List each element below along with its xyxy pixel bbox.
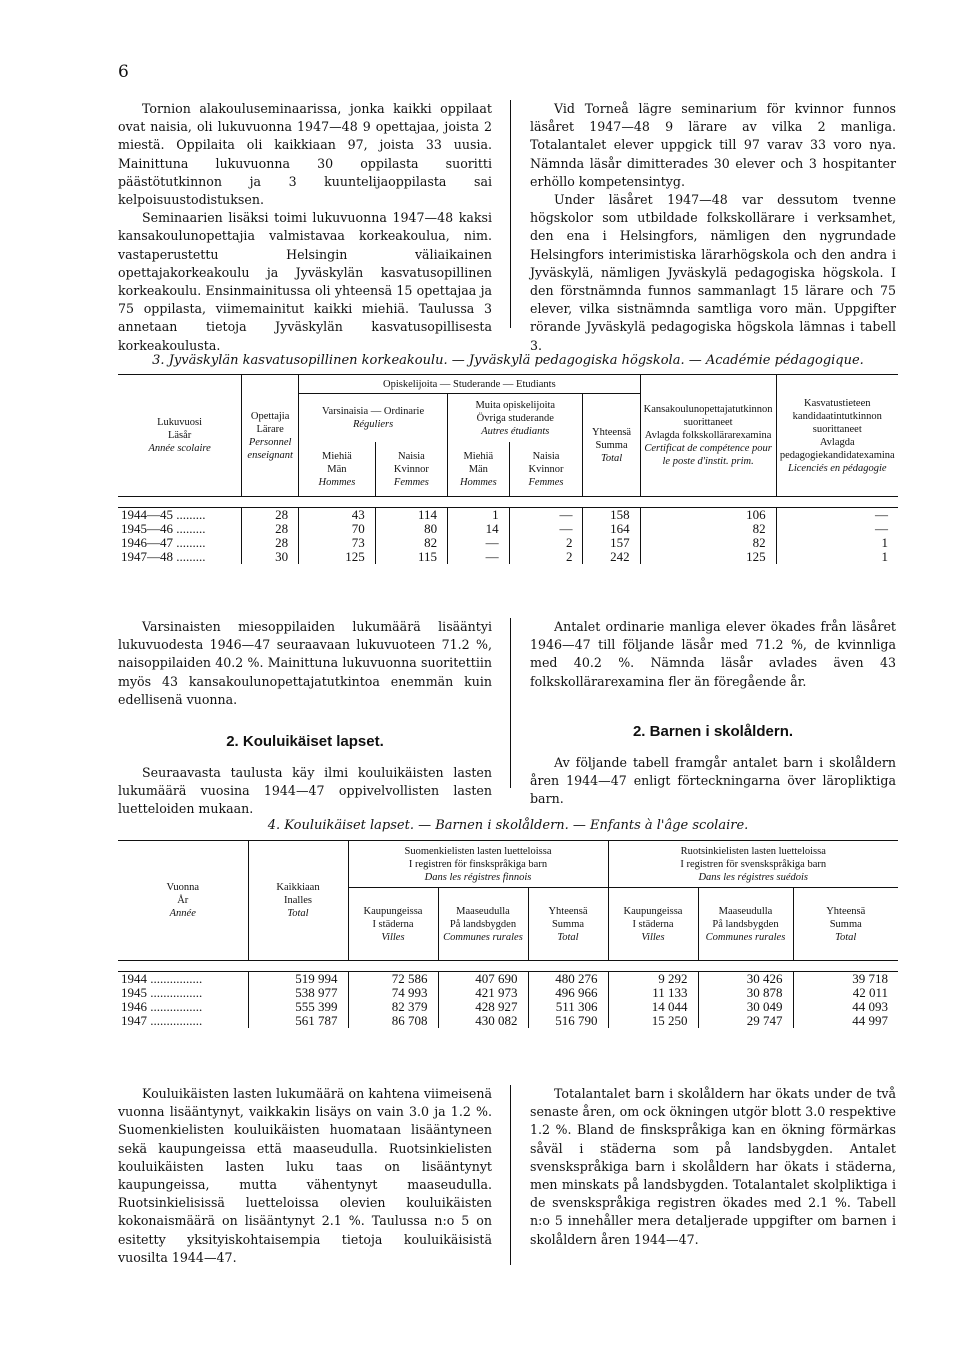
h-exam-fi: Kansakoulunopettajatutkinnon suorittaneet <box>643 404 773 428</box>
h-other-sv: Övriga studerande <box>476 412 554 424</box>
cell-year: 1944—45 ......... <box>118 508 242 523</box>
cell-oth-men: — <box>448 536 510 550</box>
h-reg-women-sv: Kvinnor <box>393 463 429 475</box>
h-oth-women-sv: Kvinnor <box>528 463 564 475</box>
cell-s-rural: 30 049 <box>698 1000 793 1014</box>
h-teachers-sv: Lärare <box>256 423 284 435</box>
section-heading-fi: 2. Kouluikäiset lapset. <box>226 733 384 751</box>
table-4 <box>118 840 898 1028</box>
cell-reg-women: 80 <box>375 522 447 536</box>
col-header-regular <box>299 394 448 443</box>
h-oth-women-fr: Femmes <box>528 476 564 488</box>
paragraph-fi-3 <box>118 618 492 709</box>
cell-s-rural: 29 747 <box>698 1014 793 1028</box>
cell-year: 1945—46 ......... <box>118 522 242 536</box>
paragraph-fi-1-text: Tornion alakouluseminaarissa, jonka kaikki oppilaat ovat naisia, oli lukuvuonna 1947—48 9 opettajaa, joista 2 miestä. Oppilaita oli kaikkiaan 97, joista 33 uusia. Mainittuna lukuvuonna 30 oppilasta suoritti päästötutkinnon ja 3 kuuntelijaoppilasta sai kelpoisuustodistuksen. <box>118 101 492 208</box>
t4-h-s-rural-sv: På landsbygden <box>712 918 779 930</box>
cell-exam: 125 <box>640 550 776 564</box>
col-header-cand <box>776 375 898 497</box>
h-cand-fr: Licenciés en pédagogie <box>788 462 887 474</box>
t4-h-f-city-fi: Kaupungeissa <box>363 905 423 917</box>
cell-s-rural: 30 878 <box>698 986 793 1000</box>
cell-s-rural: 30 426 <box>698 972 793 987</box>
t4-col-header-year <box>118 841 248 961</box>
h-reg-men-fi: Miehiä <box>322 450 352 462</box>
cell-exam: 82 <box>640 536 776 550</box>
h-year-fr: Année scolaire <box>148 443 211 454</box>
table-row <box>118 972 898 987</box>
table-4-caption: 4. Kouluikäiset lapset. — Barnen i skolåldern. — Enfants à l'âge scolaire. <box>267 818 749 833</box>
paragraph-fi-5 <box>118 1085 492 1267</box>
cell-cand: — <box>875 521 888 536</box>
cell-oth-women: 2 <box>509 550 583 564</box>
page-number: 6 <box>118 62 129 82</box>
cell-f-city: 74 993 <box>348 986 438 1000</box>
paragraph-sv-5-text: Totalantalet barn i skolåldern har ökats under de två senaste åren, om ock ökningen utgör blott 3.0 respektive 1.2 %. Bland de finskspråkiga kan en ökning förmärkas såväl i städerna som på landsbygden. Antalet svenskspråkiga barn i skolåldern har ökats i städerna, men minskats på landsbygden. Totalantalet skolpliktiga i de svenskspråkiga registren ökades med 2.1 %. Tabell n:o 5 innehåller mera detaljerade uppgifter om barnen i skolåldern åren 1944—47. <box>530 1086 896 1247</box>
t4-h-total-fr: Total <box>287 908 309 919</box>
column-divider <box>510 1085 511 1265</box>
finnish-column-bottom <box>118 1085 492 1267</box>
cell-reg-men: 43 <box>299 508 376 523</box>
h-year-fi: Lukuvuosi <box>157 417 203 428</box>
cell-year: 1946—47 ......... <box>118 536 242 550</box>
t4-h-f-sum-fr: Total <box>557 931 579 943</box>
h-reg-men-sv: Män <box>327 463 347 475</box>
t4-h-f-rural-fi: Maaseudulla <box>456 905 510 917</box>
paragraph-sv-3 <box>530 618 896 691</box>
cell-total: 519 994 <box>248 972 348 987</box>
swedish-column-top <box>530 100 896 355</box>
t4-h-fin-fi: Suomenkielisten lasten luetteloissa <box>404 845 552 857</box>
cell-cand: — <box>875 507 888 522</box>
t4-h-s-city-fi: Kaupungeissa <box>623 905 683 917</box>
cell-reg-men: 70 <box>299 522 376 536</box>
t4-h-year-sv: År <box>177 895 189 906</box>
paragraph-fi-4 <box>118 764 492 819</box>
h-other-fr: Autres étudiants <box>481 425 550 437</box>
cell-s-sum: 39 718 <box>852 971 888 986</box>
table-row <box>118 522 898 536</box>
h-other-fi: Muita opiskelijoita <box>475 399 556 411</box>
t4-h-s-city-fr: Villes <box>641 931 665 943</box>
cell-f-rural: 421 973 <box>438 986 528 1000</box>
cell-total: 157 <box>583 536 640 550</box>
col-header-year <box>118 375 242 497</box>
cell-cand: 1 <box>881 535 888 550</box>
paragraph-sv-2-text: Under läsåret 1947—48 var dessutom tvenne högskolor som utbildade folkskollärare i verksamhet, den ena i Helsingfors, nämligen den nygrundade Helsingfors interimistiska lärarhögskola och den andra i Jyväskylä, nämligen Jyväskylä pedagogiska högskola. I den förstnämnda funnos sammanlagt 15 lärare och 75 elever, vilka sistnämnda samtliga voro män. Uppgifter rörande Jyväskylä pedagogiska högskola lämnas i tabell 3. <box>530 192 896 353</box>
table-3-body <box>118 508 898 565</box>
h-oth-men-fr: Hommes <box>459 476 497 488</box>
col-header-other <box>448 394 583 443</box>
h-reg-women-fr: Femmes <box>393 476 429 488</box>
h-cand-fi: Kasvatustieteen kandidaatintutkinnon suorittaneet <box>792 397 882 435</box>
paragraph-sv-2 <box>530 191 896 355</box>
cell-total: 561 787 <box>248 1014 348 1028</box>
t4-h-total-sv: Inalles <box>284 895 312 906</box>
cell-oth-women: — <box>509 522 583 536</box>
t4-h-f-rural-sv: På landsbygden <box>449 918 517 930</box>
h-year-sv: Läsår <box>167 430 192 441</box>
swedish-column-bottom <box>530 1085 896 1249</box>
h-regular-fr: Réguliers <box>352 419 394 430</box>
table-3 <box>118 374 898 564</box>
cell-teachers: 28 <box>242 508 299 523</box>
t4-h-f-rural <box>438 888 528 961</box>
h-teachers-fr: Personnel enseignant <box>247 436 293 461</box>
t4-h-f-sum <box>528 888 608 961</box>
t4-h-swe-sv: I registren för svenskspråkiga barn <box>680 858 827 870</box>
h-oth-men-sv: Män <box>468 463 488 475</box>
table-row <box>118 986 898 1000</box>
cell-teachers: 30 <box>242 550 299 564</box>
cell-f-city: 72 586 <box>348 972 438 987</box>
table-row <box>118 508 898 523</box>
section-heading-sv: 2. Barnen i skolåldern. <box>632 722 794 740</box>
table-row <box>118 536 898 550</box>
table-row <box>118 550 898 564</box>
h-oth-women-fi: Naisia <box>532 450 560 462</box>
col-header-reg-women <box>375 442 447 497</box>
cell-total: 242 <box>583 550 640 564</box>
table-row <box>118 1000 898 1014</box>
col-header-reg-men <box>299 442 376 497</box>
h-exam-sv: Avlagda folkskollärarexamina <box>644 430 772 441</box>
paragraph-fi-3-text: Varsinaisten miesoppilaiden lukumäärä lisääntyi lukuvuodesta 1946—47 seuraavaan lukuvuoteen 71.2 %, naisoppilaiden 40.2 %. Mainittuna lukuvuonna suoritettiin myös 43 kansakoulunopettajatutkintoa enemmän kuin edellisenä vuonna. <box>118 619 492 707</box>
cell-total: 555 399 <box>248 1000 348 1014</box>
h-total-fr: Total <box>600 452 623 464</box>
cell-f-sum: 480 276 <box>528 972 608 987</box>
cell-f-city: 82 379 <box>348 1000 438 1014</box>
paragraph-sv-4-text: Av följande tabell framgår antalet barn i skolåldern åren 1944—47 enligt förteckningarna över läropliktiga barn. <box>530 754 896 807</box>
t4-col-header-finnish <box>348 841 608 888</box>
cell-reg-women: 115 <box>375 550 447 564</box>
t4-col-header-swedish <box>608 841 898 888</box>
table-row <box>118 1014 898 1028</box>
t4-h-year-fi: Vuonna <box>166 882 200 893</box>
cell-exam: 106 <box>640 508 776 523</box>
t4-h-s-sum <box>793 888 898 961</box>
cell-s-city: 15 250 <box>608 1014 698 1028</box>
cell-teachers: 28 <box>242 522 299 536</box>
column-divider <box>510 618 511 788</box>
col-header-teachers <box>242 375 299 497</box>
h-teachers-fi: Opettajia <box>250 410 290 422</box>
t4-h-s-sum-fr: Total <box>835 931 857 943</box>
cell-s-sum: 44 997 <box>852 1013 888 1028</box>
finnish-column-middle <box>118 618 492 819</box>
col-header-students-group: Opiskelijoita — Studerande — Etudiants <box>299 375 641 394</box>
header-gap <box>118 497 898 508</box>
paragraph-sv-1-text: Vid Torneå lägre seminarium för kvinnor funnos läsåret 1947—48 9 lärare av vilka 2 manliga. Totalantalet elever uppgick till 97 varav 33 voro nya. Nämnda läsår dimitterades 30 elever och 3 hospitanter erhöllo kompetensintyg. <box>530 101 896 189</box>
cell-year: 1945 ................ <box>118 986 248 1000</box>
t4-h-s-sum-sv: Summa <box>829 918 862 930</box>
t4-h-f-city-fr: Villes <box>381 931 405 943</box>
t4-h-s-rural-fr: Communes rurales <box>705 931 786 943</box>
t4-h-f-sum-fi: Yhteensä <box>548 905 588 917</box>
cell-teachers: 28 <box>242 536 299 550</box>
t4-h-fin-sv: I registren för finskspråkiga barn <box>408 858 548 870</box>
t4-header-gap <box>118 961 898 972</box>
cell-year: 1944 ................ <box>118 972 248 987</box>
h-reg-women-fi: Naisia <box>397 450 425 462</box>
cell-total: 164 <box>583 522 640 536</box>
t4-h-year-fr: Année <box>169 908 196 919</box>
paragraph-fi-2-text: Seminaarien lisäksi toimi lukuvuonna 1947—48 kaksi kansakoulunopettajia valmistavaa korkeakoulua, nim. vastaperustettu Helsingin väliaikainen opettajakorkeakoulu ja Jyväskylän kasvatusopillinen korkeakoulu. Ensinmainitussa oli yhteensä 15 opettajaa ja 75 oppilasta, viimemainitut kaikki miehiä. Taulussa 3 annetaan tietoja Jyväskylän kasvatusopillisesta korkeakoulusta. <box>118 210 492 353</box>
cell-year: 1947—48 ......... <box>118 550 242 564</box>
cell-year: 1946 ................ <box>118 1000 248 1014</box>
h-total-fi: Yhteensä <box>592 426 632 438</box>
t4-h-s-city <box>608 888 698 961</box>
cell-total: 538 977 <box>248 986 348 1000</box>
cell-f-city: 86 708 <box>348 1014 438 1028</box>
cell-reg-men: 125 <box>299 550 376 564</box>
cell-oth-men: — <box>448 550 510 564</box>
cell-oth-women: 2 <box>509 536 583 550</box>
paragraph-sv-3-text: Antalet ordinarie manliga elever ökades från läsåret 1946—47 till följande läsår med 71.2 %, de kvinnliga med 40.2 %. Nämnda läsår avlades även 43 folkskollärarexamina fler än föregående år. <box>530 619 896 689</box>
column-divider <box>510 100 511 328</box>
swedish-column-middle <box>530 618 896 808</box>
h-cand-sv: Avlagda pedagogiekandidatexamina <box>779 436 895 461</box>
paragraph-fi-5-text: Kouluikäisten lasten lukumäärä on kahtena viimeisenä vuonna lisääntynyt, vaikkakin lisäys on vain 3.0 ja 1.2 %. Suomenkielisten kouluikäisten huomataan lisääntyneen sekä kaupungeissa että maaseudulla. Ruotsinkielisten kouluikäisten lasten luku taas on lisääntynyt kaupungeissa, mutta vähentynyt maaseudulla. Ruotsinkielisissä luetteloissa olevien kouluikäisten kokonaismäärä on lisääntynyt 2.1 %. Taulussa n:o 5 on esitetty yksityiskohtaisempia tietoja kouluikäisistä vuosilta 1944—47. <box>118 1086 492 1265</box>
t4-h-s-rural <box>698 888 793 961</box>
cell-f-rural: 407 690 <box>438 972 528 987</box>
cell-s-sum: 42 011 <box>852 985 888 1000</box>
paragraph-fi-2 <box>118 209 492 355</box>
paragraph-sv-1 <box>530 100 896 191</box>
cell-f-rural: 430 082 <box>438 1014 528 1028</box>
t4-h-fin-fr: Dans les régistres finnois <box>424 871 532 883</box>
h-oth-men-fi: Miehiä <box>463 450 494 462</box>
cell-s-city: 9 292 <box>608 972 698 987</box>
cell-reg-women: 114 <box>375 508 447 523</box>
t4-h-f-city <box>348 888 438 961</box>
paragraph-fi-1 <box>118 100 492 209</box>
cell-reg-men: 73 <box>299 536 376 550</box>
cell-oth-men: 1 <box>448 508 510 523</box>
paragraph-fi-4-text: Seuraavasta taulusta käy ilmi kouluikäisten lasten lukumäärä vuosina 1944—47 oppivelvollisten lasten luetteloiden mukaan. <box>118 765 492 817</box>
t4-col-header-total <box>248 841 348 961</box>
col-header-oth-women <box>509 442 583 497</box>
cell-f-rural: 428 927 <box>438 1000 528 1014</box>
cell-oth-men: 14 <box>448 522 510 536</box>
paragraph-sv-4 <box>530 754 896 809</box>
h-exam-fr: Certificat de compétence pour le poste d'instit. prim. <box>644 443 772 467</box>
t4-h-f-rural-fr: Communes rurales <box>443 931 523 943</box>
cell-exam: 82 <box>640 522 776 536</box>
cell-oth-women: — <box>509 508 583 523</box>
h-total-sv: Summa <box>595 439 628 451</box>
t4-h-total-fi: Kaikkiaan <box>276 882 320 893</box>
h-reg-men-fr: Hommes <box>318 476 356 488</box>
t4-h-f-city-sv: I städerna <box>372 918 414 930</box>
t4-h-swe-fi: Ruotsinkielisten lasten luetteloissa <box>680 845 826 857</box>
t4-h-swe-fr: Dans les régistres suédois <box>698 871 809 883</box>
col-header-oth-men <box>448 442 510 497</box>
cell-total: 158 <box>583 508 640 523</box>
t4-h-s-city-sv: I städerna <box>632 918 674 930</box>
cell-s-city: 14 044 <box>608 1000 698 1014</box>
cell-s-city: 11 133 <box>608 986 698 1000</box>
finnish-column-top <box>118 100 492 355</box>
col-header-total <box>583 394 640 497</box>
cell-s-sum: 44 093 <box>852 999 888 1014</box>
cell-cand: 1 <box>881 549 888 564</box>
paragraph-sv-5 <box>530 1085 896 1249</box>
t4-h-s-sum-fi: Yhteensä <box>826 905 866 917</box>
table-3-caption: 3. Jyväskylän kasvatusopillinen korkeakoulu. — Jyväskylä pedagogiska högskola. — Académie pédagogique. <box>152 353 864 368</box>
cell-reg-women: 82 <box>375 536 447 550</box>
cell-f-sum: 516 790 <box>528 1014 608 1028</box>
h-regular-fi: Varsinaisia — Ordinarie <box>322 406 425 417</box>
t4-h-s-rural-fi: Maaseudulla <box>718 905 773 917</box>
cell-f-sum: 496 966 <box>528 986 608 1000</box>
t4-h-f-sum-sv: Summa <box>551 918 585 930</box>
col-header-exam <box>640 375 776 497</box>
cell-year: 1947 ................ <box>118 1014 248 1028</box>
cell-f-sum: 511 306 <box>528 1000 608 1014</box>
table-4-body <box>118 972 898 1029</box>
